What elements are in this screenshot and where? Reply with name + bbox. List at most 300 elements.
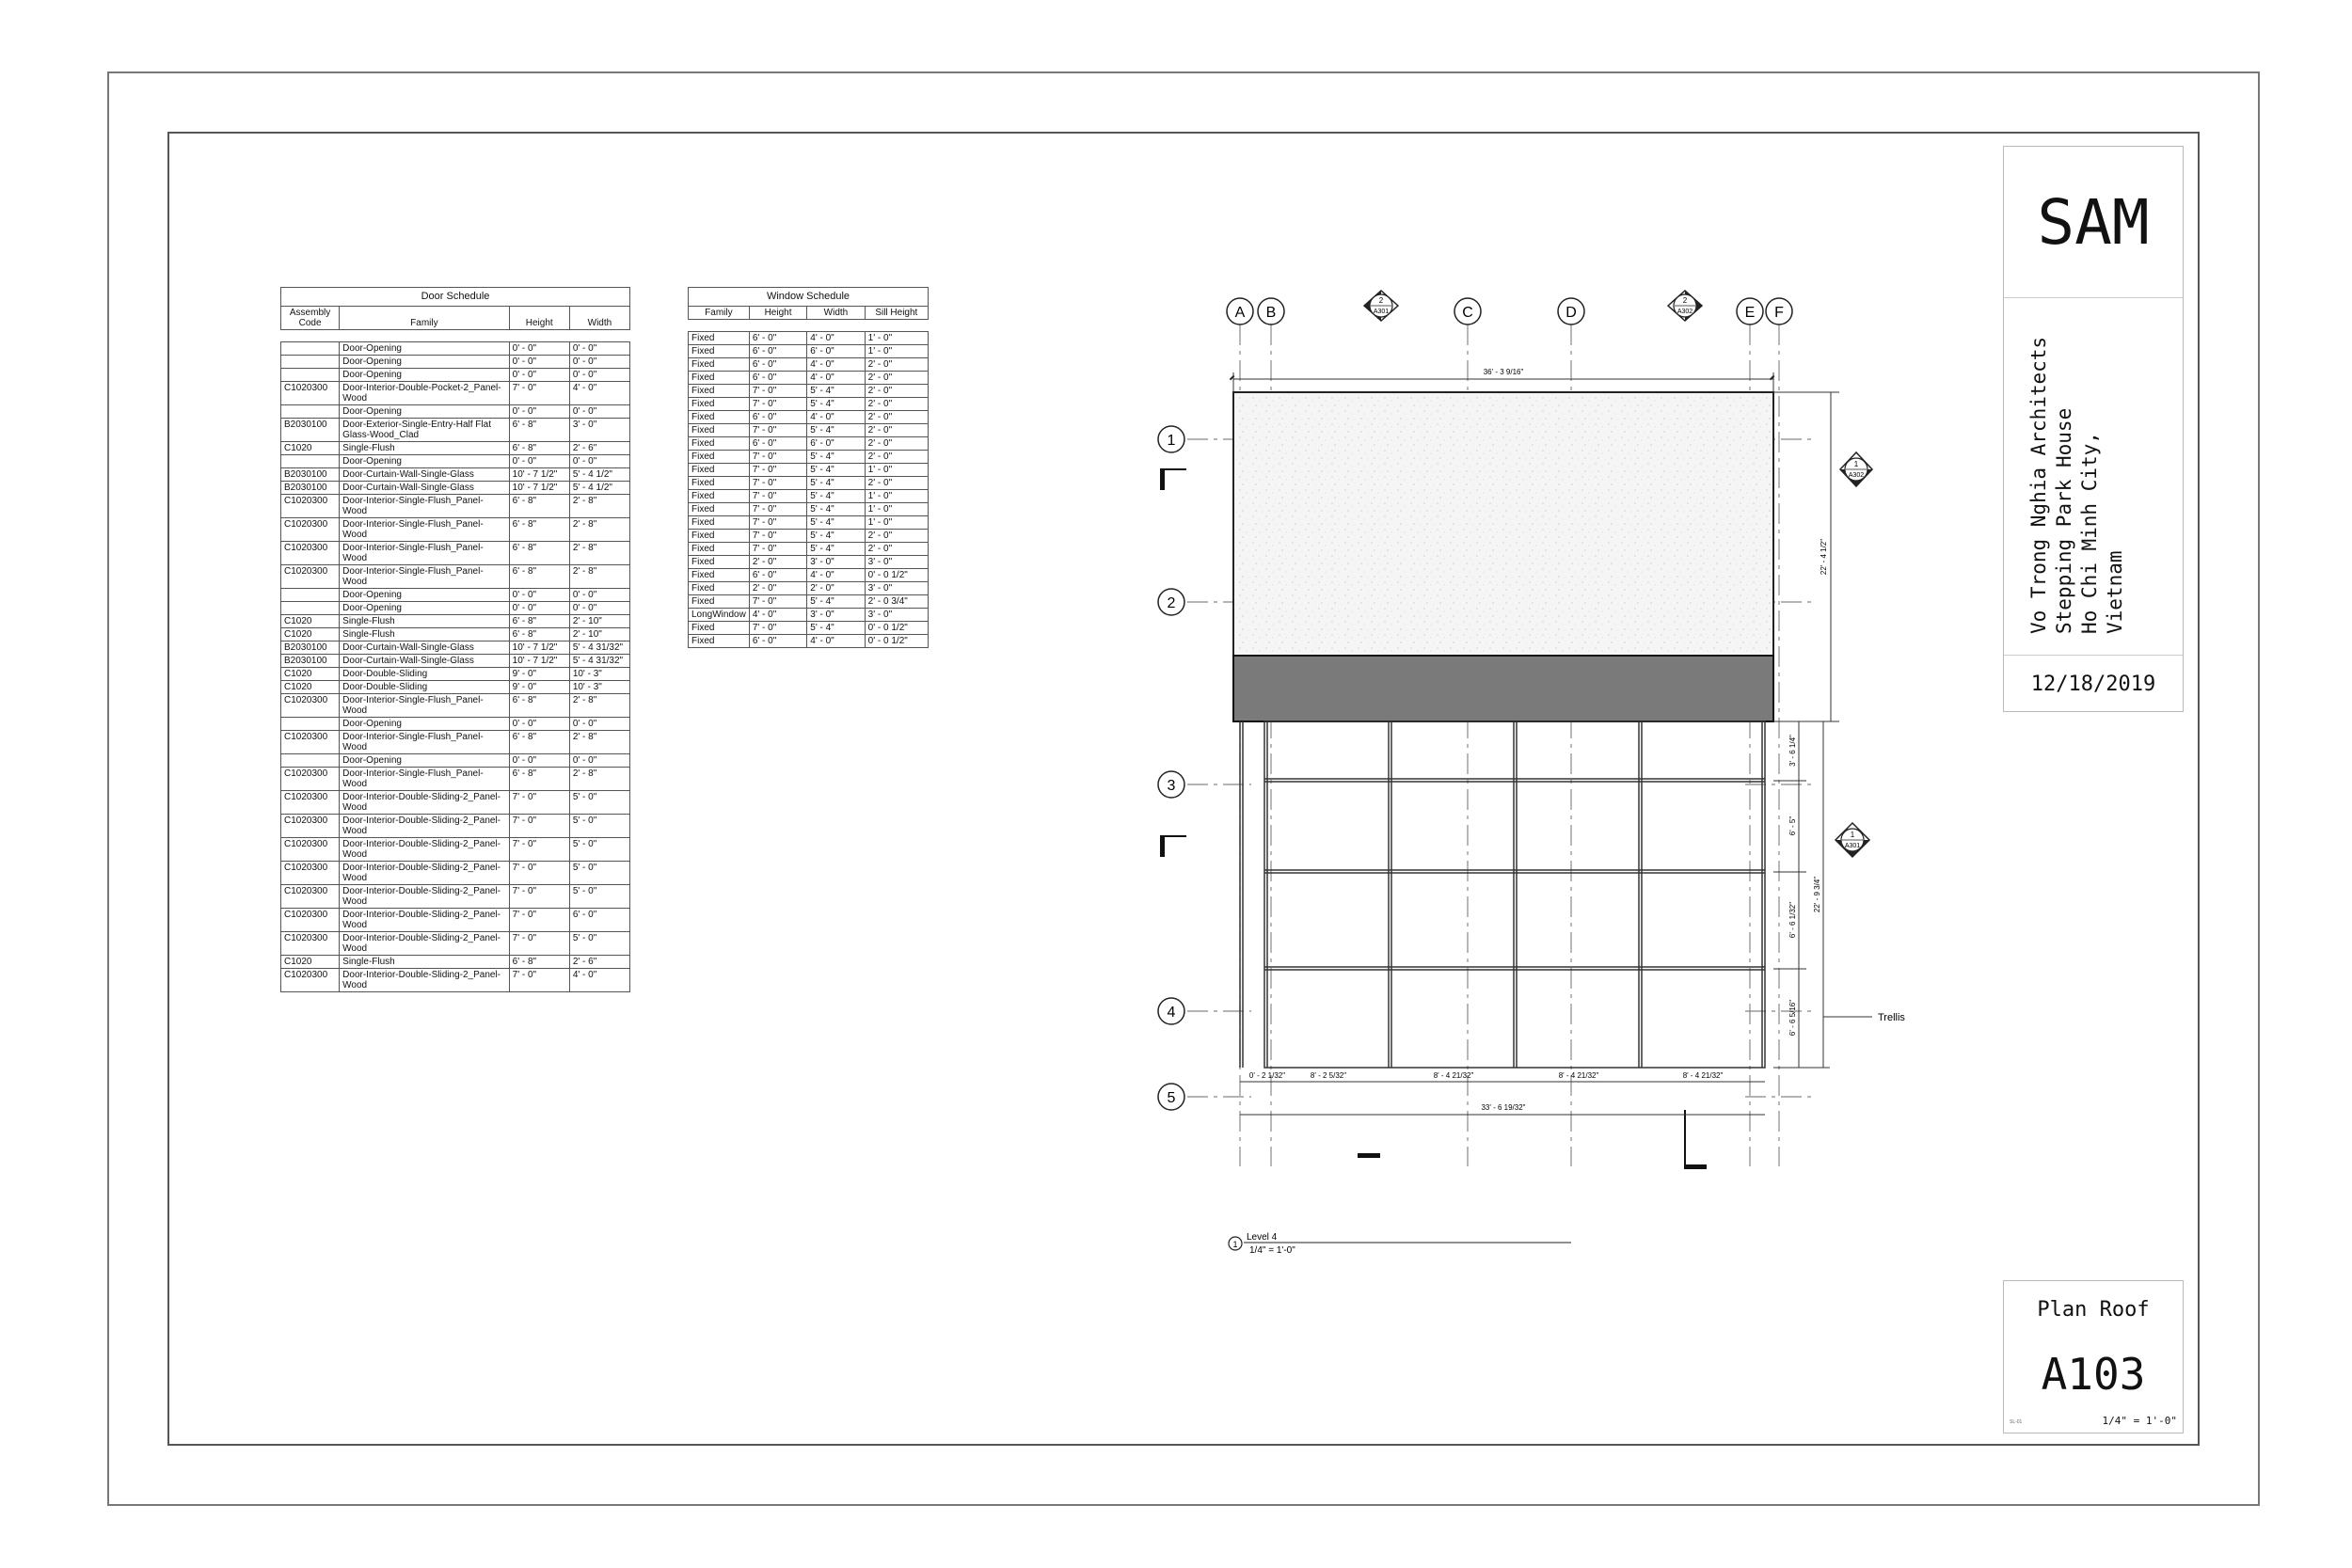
table-cell: 4' - 0" — [807, 372, 865, 385]
table-cell: 0' - 0" — [569, 602, 629, 615]
table-cell: Fixed — [689, 595, 750, 609]
table-cell: C1020300 — [281, 932, 340, 956]
table-cell: 6' - 0" — [807, 345, 865, 358]
window-schedule-title: Window Schedule — [689, 288, 929, 307]
svg-text:2: 2 — [1378, 296, 1384, 305]
table-cell: Door-Curtain-Wall-Single-Glass — [340, 482, 509, 495]
grid-bubble-1 — [1158, 426, 1184, 452]
table-cell: Door-Exterior-Single-Entry-Half Flat Glass-Wood_Clad — [340, 419, 509, 442]
sheet-name: Plan Roof — [2037, 1298, 2150, 1322]
table-cell: Fixed — [689, 635, 750, 648]
table-cell: Door-Interior-Single-Flush_Panel-Wood — [340, 694, 509, 718]
dimension-bottom-segment: 8' - 4 21/32" — [1682, 1071, 1724, 1080]
table-cell: 6' - 8" — [509, 565, 569, 589]
table-cell: 7' - 0" — [509, 969, 569, 992]
issue-date: 12/18/2019 — [2030, 672, 2156, 696]
table-cell: 6' - 8" — [509, 495, 569, 518]
table-cell: Door-Curtain-Wall-Single-Glass — [340, 641, 509, 655]
table-cell: 1' - 0" — [865, 345, 928, 358]
table-cell: 5' - 4" — [807, 398, 865, 411]
table-cell: 7' - 0" — [509, 815, 569, 838]
grid-bubble-4 — [1158, 998, 1184, 1024]
grid-bubble-e — [1737, 298, 1763, 325]
svg-text:E: E — [1744, 305, 1756, 321]
table-cell: 2' - 0" — [865, 385, 928, 398]
table-cell: C1020 — [281, 442, 340, 455]
table-cell: C1020300 — [281, 565, 340, 589]
table-cell: 6' - 8" — [509, 615, 569, 628]
svg-text:4: 4 — [1167, 1005, 1176, 1021]
table-cell: Fixed — [689, 437, 750, 451]
table-cell: Fixed — [689, 358, 750, 372]
table-cell: 6' - 8" — [509, 542, 569, 565]
table-cell: 6' - 8" — [509, 768, 569, 791]
table-cell: Door-Opening — [340, 356, 509, 369]
table-cell: 7' - 0" — [749, 464, 806, 477]
table-cell: Fixed — [689, 530, 750, 543]
table-cell: 10' - 7 1/2" — [509, 655, 569, 668]
table-cell: Fixed — [689, 424, 750, 437]
table-cell: 5' - 4" — [807, 543, 865, 556]
table-cell: 5' - 4" — [807, 451, 865, 464]
table-cell: Door-Opening — [340, 754, 509, 768]
table-cell: 2' - 8" — [569, 565, 629, 589]
table-cell: 2' - 8" — [569, 694, 629, 718]
project-city: Ho Chi Minh City, — [2078, 432, 2101, 634]
section-tag — [1364, 291, 1398, 321]
svg-text:1: 1 — [1850, 831, 1855, 839]
column-header: Sill Height — [865, 307, 928, 320]
table-cell: 5' - 4" — [807, 424, 865, 437]
table-cell: 7' - 0" — [749, 477, 806, 490]
project-info — [2004, 297, 2183, 656]
table-cell: 0' - 0" — [509, 602, 569, 615]
table-cell: Door-Opening — [340, 718, 509, 731]
svg-text:1: 1 — [1167, 433, 1176, 449]
table-cell: 5' - 4" — [807, 516, 865, 530]
grid-bubble-3 — [1158, 771, 1184, 798]
table-cell: Door-Double-Sliding — [340, 668, 509, 681]
table-cell: Fixed — [689, 503, 750, 516]
table-cell: C1020300 — [281, 382, 340, 405]
view-number: 1 — [1232, 1240, 1238, 1249]
table-cell: B2030100 — [281, 641, 340, 655]
dimension-top: 36' - 3 9/16" — [1483, 368, 1524, 376]
table-cell: 7' - 0" — [509, 909, 569, 932]
table-cell: Door-Opening — [340, 589, 509, 602]
table-cell: 9' - 0" — [509, 668, 569, 681]
table-cell: Door-Interior-Single-Flush_Panel-Wood — [340, 565, 509, 589]
table-cell: C1020300 — [281, 694, 340, 718]
table-cell: 5' - 4 31/32" — [569, 655, 629, 668]
table-cell: 5' - 0" — [569, 815, 629, 838]
table-cell: Fixed — [689, 477, 750, 490]
dimension-bottom-segment: 0' - 2 1/32" — [1248, 1071, 1286, 1080]
table-cell: 2' - 0" — [865, 451, 928, 464]
svg-text:B: B — [1265, 305, 1277, 321]
table-cell: 2' - 8" — [569, 542, 629, 565]
table-cell: B2030100 — [281, 419, 340, 442]
table-cell: 6' - 8" — [509, 694, 569, 718]
table-cell: 2' - 6" — [569, 956, 629, 969]
table-cell: 7' - 0" — [749, 451, 806, 464]
table-cell: 6' - 0" — [569, 909, 629, 932]
table-cell: 6' - 0" — [749, 345, 806, 358]
table-cell: Fixed — [689, 569, 750, 582]
table-cell: 2' - 0" — [865, 530, 928, 543]
table-cell: 0' - 0" — [509, 718, 569, 731]
table-cell: Door-Opening — [340, 405, 509, 419]
table-cell: 1' - 0" — [865, 464, 928, 477]
table-cell: 10' - 7 1/2" — [509, 482, 569, 495]
sheet-code: SL-01 — [2010, 1419, 2023, 1425]
dimension-bottom-total: 33' - 6 19/32" — [1481, 1103, 1526, 1112]
table-cell: 7' - 0" — [509, 382, 569, 405]
column-header: Assembly Code — [281, 307, 340, 330]
project-country: Vietnam — [2104, 550, 2126, 634]
grid-bubble-b — [1258, 298, 1284, 325]
table-cell: 6' - 8" — [509, 419, 569, 442]
table-cell: 0' - 0 1/2" — [865, 635, 928, 648]
table-cell: 2' - 8" — [569, 518, 629, 542]
table-cell: 3' - 0" — [807, 556, 865, 569]
table-cell: 0' - 0" — [509, 589, 569, 602]
table-cell: 1' - 0" — [865, 332, 928, 345]
table-cell: 2' - 0" — [865, 398, 928, 411]
table-cell: 7' - 0" — [509, 838, 569, 862]
table-cell: 5' - 4" — [807, 503, 865, 516]
table-cell: 0' - 0" — [569, 342, 629, 356]
grid-bubble-f — [1766, 298, 1792, 325]
table-cell: Door-Interior-Double-Sliding-2_Panel-Wood — [340, 791, 509, 815]
company-logo: SAM — [2004, 147, 2183, 298]
table-cell: 2' - 0" — [749, 556, 806, 569]
table-cell: Fixed — [689, 516, 750, 530]
table-cell: 0' - 0" — [509, 356, 569, 369]
table-cell: B2030100 — [281, 655, 340, 668]
trellis-grid — [1240, 721, 1765, 1068]
table-cell: 2' - 0" — [865, 477, 928, 490]
table-cell: 7' - 0" — [509, 862, 569, 885]
table-cell: Single-Flush — [340, 615, 509, 628]
dimension-right-b: 6' - 5" — [1788, 816, 1797, 836]
table-cell: C1020300 — [281, 731, 340, 754]
column-header: Width — [807, 307, 865, 320]
table-cell: C1020 — [281, 681, 340, 694]
table-cell: Fixed — [689, 332, 750, 345]
table-cell: 7' - 0" — [749, 424, 806, 437]
table-cell: 6' - 0" — [749, 332, 806, 345]
table-cell: C1020300 — [281, 518, 340, 542]
table-cell: 4' - 0" — [807, 358, 865, 372]
table-cell: LongWindow — [689, 609, 750, 622]
table-cell: C1020300 — [281, 542, 340, 565]
table-cell: Fixed — [689, 556, 750, 569]
table-cell: 7' - 0" — [749, 595, 806, 609]
table-cell: C1020300 — [281, 495, 340, 518]
table-cell: 5' - 4" — [807, 622, 865, 635]
table-cell: 2' - 8" — [569, 495, 629, 518]
table-cell: Door-Interior-Double-Sliding-2_Panel-Wood — [340, 838, 509, 862]
table-cell: 0' - 0" — [569, 356, 629, 369]
table-cell: 6' - 8" — [509, 518, 569, 542]
svg-text:3: 3 — [1167, 778, 1176, 794]
table-cell: 7' - 0" — [749, 622, 806, 635]
table-cell: Door-Interior-Single-Flush_Panel-Wood — [340, 731, 509, 754]
dimension-right-c: 6' - 6 1/32" — [1788, 901, 1797, 939]
table-cell: Door-Interior-Double-Sliding-2_Panel-Wood — [340, 969, 509, 992]
table-cell: Fixed — [689, 372, 750, 385]
table-cell: 6' - 8" — [509, 956, 569, 969]
table-cell: 4' - 0" — [807, 569, 865, 582]
title-block — [2003, 146, 2184, 712]
table-cell: 10' - 7 1/2" — [509, 468, 569, 482]
table-cell: 7' - 0" — [749, 490, 806, 503]
svg-text:2: 2 — [1682, 296, 1688, 305]
table-cell: 5' - 4" — [807, 477, 865, 490]
table-cell: Fixed — [689, 543, 750, 556]
table-cell: 2' - 0" — [865, 543, 928, 556]
svg-text:A301: A301 — [1373, 309, 1390, 315]
table-cell: 4' - 0" — [749, 609, 806, 622]
table-cell: 4' - 0" — [569, 969, 629, 992]
table-cell: 5' - 0" — [569, 862, 629, 885]
table-cell: B2030100 — [281, 482, 340, 495]
table-cell: 2' - 0" — [865, 424, 928, 437]
project-info-text — [2026, 337, 2128, 634]
table-cell: 2' - 6" — [569, 442, 629, 455]
table-cell: Single-Flush — [340, 442, 509, 455]
table-cell: Door-Interior-Single-Flush_Panel-Wood — [340, 768, 509, 791]
table-cell: 4' - 0" — [807, 332, 865, 345]
dimension-right-upper: 22' - 4 1/2" — [1820, 538, 1828, 576]
table-cell: C1020300 — [281, 969, 340, 992]
svg-text:F: F — [1774, 305, 1784, 321]
table-cell: 5' - 4" — [807, 385, 865, 398]
table-cell: 2' - 0" — [807, 582, 865, 595]
table-cell: 6' - 8" — [509, 731, 569, 754]
table-cell: 7' - 0" — [509, 885, 569, 909]
table-cell: 5' - 4 1/2" — [569, 482, 629, 495]
project-name: Stepping Park House — [2053, 407, 2075, 634]
table-cell: 0' - 0" — [569, 754, 629, 768]
view-title — [1229, 1232, 1571, 1256]
table-cell: Fixed — [689, 385, 750, 398]
table-cell: 0' - 0" — [569, 718, 629, 731]
trellis-label: Trellis — [1878, 1012, 1905, 1023]
view-name: Level 4 — [1247, 1232, 1278, 1243]
table-cell: 5' - 0" — [569, 932, 629, 956]
table-cell: 4' - 0" — [807, 411, 865, 424]
table-cell: Door-Opening — [340, 602, 509, 615]
table-cell: 5' - 4" — [807, 490, 865, 503]
table-cell: 5' - 4" — [807, 464, 865, 477]
table-cell: Door-Interior-Double-Sliding-2_Panel-Wood — [340, 885, 509, 909]
table-cell: Door-Interior-Double-Sliding-2_Panel-Wood — [340, 932, 509, 956]
table-cell: Door-Interior-Single-Flush_Panel-Wood — [340, 495, 509, 518]
dimension-bottom-segment: 8' - 4 21/32" — [1433, 1071, 1474, 1080]
column-header: Family — [340, 307, 509, 330]
table-cell: 6' - 0" — [749, 411, 806, 424]
grid-bubble-a — [1227, 298, 1253, 325]
table-cell: 7' - 0" — [749, 398, 806, 411]
table-cell: C1020300 — [281, 768, 340, 791]
table-cell: 5' - 4 1/2" — [569, 468, 629, 482]
table-cell: Fixed — [689, 622, 750, 635]
section-tag — [1836, 823, 1869, 857]
table-cell: Fixed — [689, 582, 750, 595]
table-cell: Fixed — [689, 411, 750, 424]
table-cell: 2' - 0" — [865, 372, 928, 385]
table-cell: Door-Curtain-Wall-Single-Glass — [340, 655, 509, 668]
table-cell: 3' - 0" — [807, 609, 865, 622]
table-cell: 1' - 0" — [865, 516, 928, 530]
table-cell: 0' - 0" — [509, 342, 569, 356]
svg-text:A: A — [1234, 305, 1246, 321]
table-cell: 9' - 0" — [509, 681, 569, 694]
dimension-right-total: 22' - 9 3/4" — [1813, 876, 1821, 913]
table-cell: 5' - 4" — [807, 595, 865, 609]
table-cell: 2' - 0" — [749, 582, 806, 595]
table-cell: Fixed — [689, 451, 750, 464]
svg-text:A302: A302 — [1677, 309, 1693, 315]
grid-bubble-c — [1454, 298, 1481, 325]
table-cell: 6' - 0" — [807, 437, 865, 451]
grid-bubble-d — [1558, 298, 1584, 325]
table-cell: C1020 — [281, 615, 340, 628]
table-cell: 10' - 3" — [569, 681, 629, 694]
table-cell: 7' - 0" — [749, 503, 806, 516]
table-cell: 0' - 0" — [569, 455, 629, 468]
table-cell: C1020300 — [281, 838, 340, 862]
table-cell: 2' - 8" — [569, 768, 629, 791]
table-cell: 4' - 0" — [807, 635, 865, 648]
table-cell: 0' - 0" — [509, 754, 569, 768]
table-cell: Door-Opening — [340, 369, 509, 382]
roof-slab — [1233, 392, 1773, 656]
table-cell: 2' - 0" — [865, 358, 928, 372]
table-cell: 0' - 0" — [569, 405, 629, 419]
grid-bubbles-numbers — [1158, 426, 1184, 1110]
column-header: Height — [509, 307, 569, 330]
table-cell: Door-Double-Sliding — [340, 681, 509, 694]
svg-text:A302: A302 — [1848, 472, 1865, 479]
dimension-bottom-segment: 8' - 4 21/32" — [1558, 1071, 1599, 1080]
svg-text:D: D — [1565, 305, 1577, 321]
svg-text:A301: A301 — [1844, 843, 1861, 849]
table-cell: B2030100 — [281, 468, 340, 482]
section-tag — [1840, 452, 1872, 486]
dimension-right-d: 6' - 6 5/16" — [1788, 999, 1797, 1037]
table-cell: Door-Opening — [340, 342, 509, 356]
table-cell: 4' - 0" — [569, 382, 629, 405]
table-cell: Single-Flush — [340, 956, 509, 969]
table-cell: 0' - 0" — [509, 405, 569, 419]
sheet-number: A103 — [2041, 1349, 2146, 1400]
svg-text:2: 2 — [1167, 595, 1176, 611]
table-cell: 0' - 0" — [569, 369, 629, 382]
table-cell: 7' - 0" — [749, 385, 806, 398]
table-cell: 1' - 0" — [865, 503, 928, 516]
table-cell: 5' - 0" — [569, 885, 629, 909]
dimension-bottom-segment: 8' - 2 5/32" — [1310, 1071, 1347, 1080]
table-cell: Fixed — [689, 490, 750, 503]
roof-edge-band — [1233, 656, 1773, 721]
table-cell: 7' - 0" — [749, 530, 806, 543]
table-cell: 3' - 0" — [865, 609, 928, 622]
table-cell: C1020300 — [281, 791, 340, 815]
table-cell: Fixed — [689, 464, 750, 477]
table-cell: 6' - 0" — [749, 437, 806, 451]
table-cell: 6' - 0" — [749, 372, 806, 385]
table-cell: C1020 — [281, 628, 340, 641]
table-cell: Door-Curtain-Wall-Single-Glass — [340, 468, 509, 482]
grid-bubbles-letters — [1227, 298, 1792, 325]
grid-bubble-2 — [1158, 589, 1184, 615]
table-cell: 10' - 7 1/2" — [509, 641, 569, 655]
table-cell: 1' - 0" — [865, 490, 928, 503]
table-cell: 5' - 4 31/32" — [569, 641, 629, 655]
column-header: Height — [749, 307, 806, 320]
table-cell: 0' - 0" — [569, 589, 629, 602]
table-cell: 6' - 8" — [509, 628, 569, 641]
table-cell: 7' - 0" — [749, 516, 806, 530]
table-cell: 6' - 0" — [749, 569, 806, 582]
table-cell: Door-Interior-Single-Flush_Panel-Wood — [340, 518, 509, 542]
table-cell: Door-Interior-Single-Flush_Panel-Wood — [340, 542, 509, 565]
svg-text:1: 1 — [1853, 460, 1859, 468]
table-cell: 0' - 0 1/2" — [865, 569, 928, 582]
table-cell: C1020300 — [281, 815, 340, 838]
table-cell: 5' - 0" — [569, 791, 629, 815]
svg-text:C: C — [1462, 305, 1473, 321]
section-tag — [1668, 291, 1702, 321]
table-cell: 6' - 8" — [509, 442, 569, 455]
table-cell: 2' - 10" — [569, 615, 629, 628]
grid-bubble-5 — [1158, 1084, 1184, 1110]
table-cell: 5' - 4" — [807, 530, 865, 543]
table-cell: 2' - 8" — [569, 731, 629, 754]
door-schedule-title: Door Schedule — [281, 288, 630, 307]
table-cell: 7' - 0" — [509, 932, 569, 956]
table-cell: 6' - 0" — [749, 358, 806, 372]
view-scale: 1/4" = 1'-0" — [1249, 1245, 1295, 1256]
table-cell: 7' - 0" — [749, 543, 806, 556]
sheet-info-block — [2003, 1280, 2184, 1433]
table-cell: 2' - 10" — [569, 628, 629, 641]
table-cell: 6' - 0" — [749, 635, 806, 648]
table-cell: 3' - 0" — [865, 556, 928, 569]
table-cell: 2' - 0" — [865, 437, 928, 451]
table-cell: 2' - 0 3/4" — [865, 595, 928, 609]
column-header: Family — [689, 307, 750, 320]
table-cell: C1020300 — [281, 909, 340, 932]
table-cell: C1020 — [281, 956, 340, 969]
table-cell: Door-Interior-Double-Sliding-2_Panel-Wood — [340, 862, 509, 885]
table-cell: Fixed — [689, 345, 750, 358]
table-cell: 5' - 0" — [569, 838, 629, 862]
table-cell: Door-Interior-Double-Sliding-2_Panel-Wood — [340, 909, 509, 932]
architect-name: Vo Trong Nghia Architects — [2027, 336, 2050, 634]
table-cell: C1020300 — [281, 885, 340, 909]
table-cell: 7' - 0" — [509, 791, 569, 815]
table-cell: Door-Interior-Double-Pocket-2_Panel-Wood — [340, 382, 509, 405]
table-cell: 0' - 0" — [509, 369, 569, 382]
dimension-right-a: 3' - 6 1/4" — [1788, 735, 1797, 767]
sheet-scale: 1/4" = 1'-0" — [2102, 1415, 2177, 1427]
table-cell: Single-Flush — [340, 628, 509, 641]
column-header: Width — [569, 307, 629, 330]
